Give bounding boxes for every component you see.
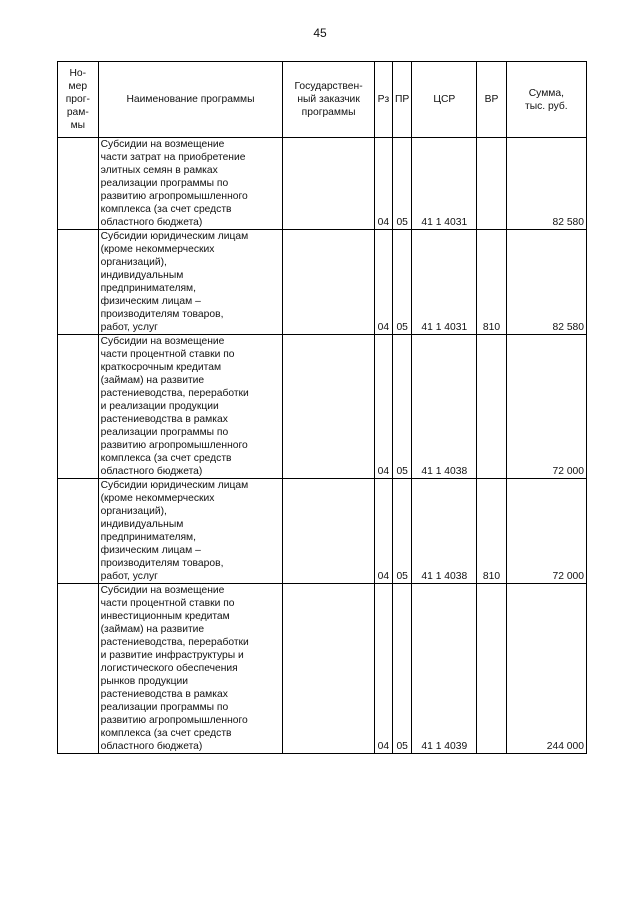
program-name-cell xyxy=(98,230,283,335)
pr-cell: 05 xyxy=(393,138,412,230)
pr-cell: 05 xyxy=(393,479,412,584)
pr-cell: 05 xyxy=(393,335,412,479)
program-name-line: (займам) на развитие xyxy=(100,624,205,635)
csr-cell: 41 1 4038 xyxy=(412,335,477,479)
program-no-cell xyxy=(58,230,99,335)
rz-cell: 04 xyxy=(374,230,392,335)
csr-cell: 41 1 4031 xyxy=(412,230,477,335)
program-name-line: инвестиционным кредитам xyxy=(100,611,230,622)
header-program-name: Наименование программы xyxy=(98,62,283,138)
amount-cell: 82 580 xyxy=(506,230,586,335)
header-csr: ЦСР xyxy=(412,62,477,138)
program-name-line: работ, услуг xyxy=(100,571,158,582)
pr-cell: 05 xyxy=(393,230,412,335)
amount-cell: 72 000 xyxy=(506,479,586,584)
program-name-line: реализации программы по xyxy=(100,702,229,713)
program-name-line: растениеводства, переработки xyxy=(100,637,249,648)
header-row xyxy=(58,62,587,138)
program-name-line: (займам) на развитие xyxy=(100,375,205,386)
table-row xyxy=(58,138,587,230)
program-name-line: индивидуальным xyxy=(100,519,184,530)
program-name-cell xyxy=(98,479,283,584)
vr-cell xyxy=(477,584,506,754)
program-name-line: реализации программы по xyxy=(100,427,229,438)
program-name-line: организаций), xyxy=(100,257,167,268)
program-name-line: рынков продукции xyxy=(100,676,188,687)
table-row xyxy=(58,479,587,584)
amount-cell: 72 000 xyxy=(506,335,586,479)
csr-cell: 41 1 4031 xyxy=(412,138,477,230)
program-name-line: и развитие инфраструктуры и xyxy=(100,650,244,661)
program-name-line: производителям товаров, xyxy=(100,309,224,320)
customer-cell xyxy=(283,584,374,754)
csr-cell: 41 1 4038 xyxy=(412,479,477,584)
program-name-line: работ, услуг xyxy=(100,322,158,333)
program-no-cell xyxy=(58,479,99,584)
program-name-line: части процентной ставки по xyxy=(100,349,235,360)
rz-cell: 04 xyxy=(374,138,392,230)
customer-cell xyxy=(283,335,374,479)
csr-cell: 41 1 4039 xyxy=(412,584,477,754)
program-name-line: индивидуальным xyxy=(100,270,184,281)
program-name-line: Субсидии на возмещение xyxy=(100,139,225,150)
program-name-line: развитию агропромышленного xyxy=(100,715,248,726)
program-name-line: логистического обеспечения xyxy=(100,663,238,674)
program-name-line: Субсидии на возмещение xyxy=(100,336,225,347)
program-name-line: Субсидии юридическим лицам xyxy=(100,231,249,242)
program-name-cell xyxy=(98,335,283,479)
program-name-line: физическим лицам – xyxy=(100,545,201,556)
program-name-line: областного бюджета) xyxy=(100,741,203,752)
program-name-line: производителям товаров, xyxy=(100,558,224,569)
header-amount: Сумма, тыс. руб. xyxy=(506,62,586,138)
program-name-line: предпринимателям, xyxy=(100,532,197,543)
program-name-line: Субсидии юридическим лицам xyxy=(100,480,249,491)
program-name-line: растениеводства, переработки xyxy=(100,388,249,399)
customer-cell xyxy=(283,138,374,230)
program-name-line: развитию агропромышленного xyxy=(100,191,248,202)
header-rz: Рз xyxy=(374,62,392,138)
header-pr: ПР xyxy=(393,62,412,138)
program-name-line: краткосрочным кредитам xyxy=(100,362,222,373)
program-name-line: части затрат на приобретение xyxy=(100,152,246,163)
rz-cell: 04 xyxy=(374,584,392,754)
table-row xyxy=(58,335,587,479)
program-name-line: реализации программы по xyxy=(100,178,229,189)
program-name-line: комплекса (за счет средств xyxy=(100,453,232,464)
header-customer: Государствен- ный заказчик программы xyxy=(283,62,374,138)
program-name-line: (кроме некоммерческих xyxy=(100,244,215,255)
amount-cell: 244 000 xyxy=(506,584,586,754)
header-vr: ВР xyxy=(477,62,506,138)
table-row xyxy=(58,230,587,335)
pr-cell: 05 xyxy=(393,584,412,754)
program-name-line: комплекса (за счет средств xyxy=(100,204,232,215)
vr-cell: 810 xyxy=(477,479,506,584)
program-name-line: Субсидии на возмещение xyxy=(100,585,225,596)
program-table xyxy=(57,61,587,754)
program-name-line: растениеводства в рамках xyxy=(100,689,228,700)
vr-cell xyxy=(477,138,506,230)
program-name-line: растениеводства в рамках xyxy=(100,414,228,425)
table-row xyxy=(58,584,587,754)
program-name-line: развитию агропромышленного xyxy=(100,440,248,451)
vr-cell: 810 xyxy=(477,230,506,335)
program-name-line: и реализации продукции xyxy=(100,401,219,412)
program-name-line: областного бюджета) xyxy=(100,217,203,228)
header-program-no: Но- мер прог- рам- мы xyxy=(58,62,99,138)
customer-cell xyxy=(283,479,374,584)
rz-cell: 04 xyxy=(374,335,392,479)
program-name-line: физическим лицам – xyxy=(100,296,201,307)
amount-cell: 82 580 xyxy=(506,138,586,230)
program-name-cell xyxy=(98,138,283,230)
program-name-line: части процентной ставки по xyxy=(100,598,235,609)
program-no-cell xyxy=(58,138,99,230)
vr-cell xyxy=(477,335,506,479)
program-no-cell xyxy=(58,335,99,479)
program-name-line: элитных семян в рамках xyxy=(100,165,218,176)
program-name-line: комплекса (за счет средств xyxy=(100,728,232,739)
page-number: 45 xyxy=(313,26,327,40)
program-name-line: областного бюджета) xyxy=(100,466,203,477)
program-name-line: (кроме некоммерческих xyxy=(100,493,215,504)
customer-cell xyxy=(283,230,374,335)
rz-cell: 04 xyxy=(374,479,392,584)
program-name-line: предпринимателям, xyxy=(100,283,197,294)
program-name-cell xyxy=(98,584,283,754)
program-no-cell xyxy=(58,584,99,754)
program-name-line: организаций), xyxy=(100,506,167,517)
